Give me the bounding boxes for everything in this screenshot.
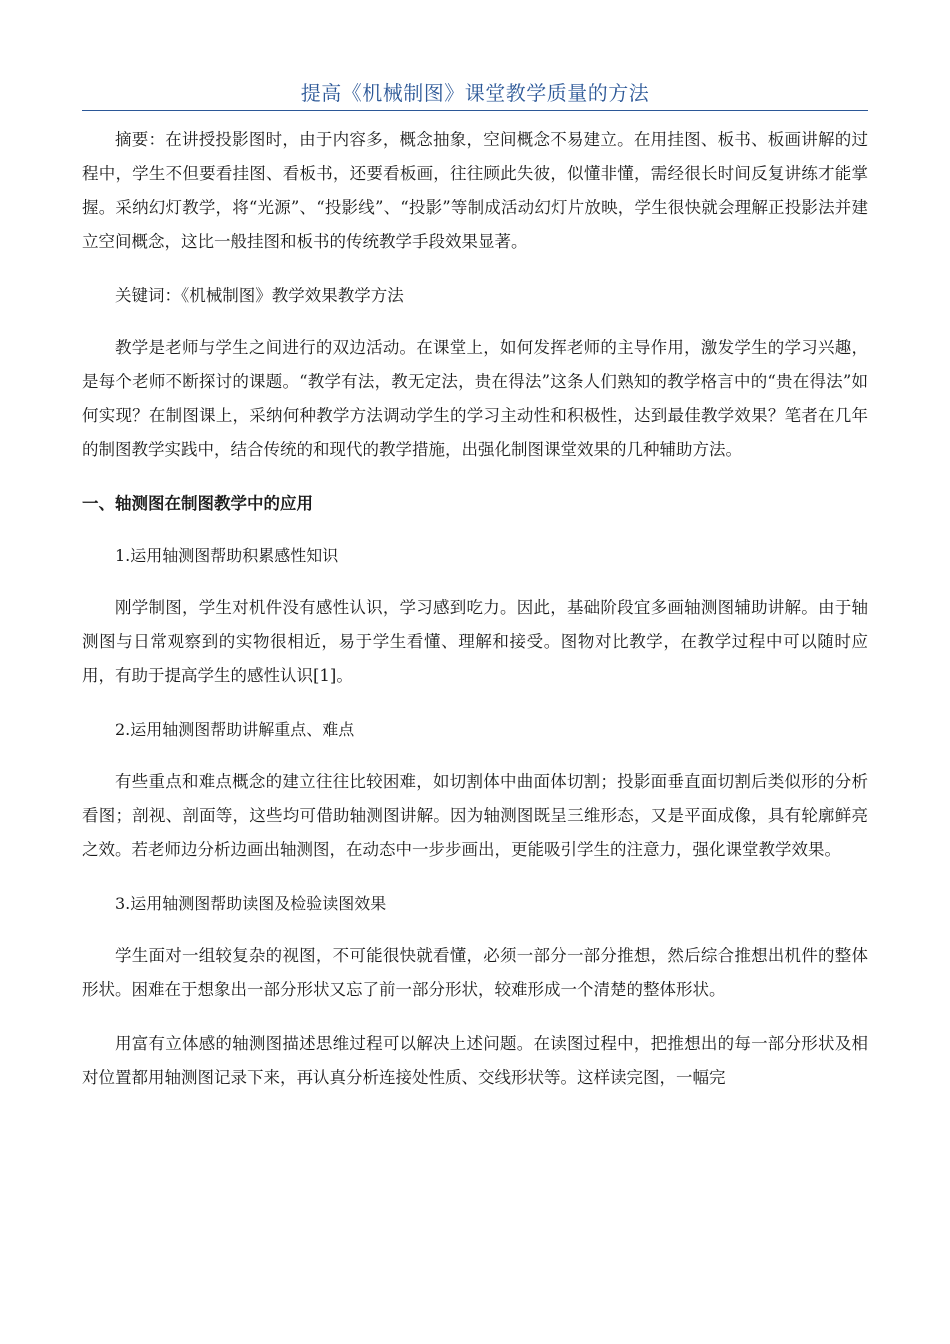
subsection-title-1: 1.运用轴测图帮助积累感性知识 xyxy=(115,546,339,565)
document-page xyxy=(82,76,868,1115)
intro-paragraph: 教学是老师与学生之间进行的双边活动。在课堂上，如何发挥老师的主导作用，激发学生的学习兴趣，是每个老师不断探讨的课题。“教学有法，教无定法，贵在得法”这条人们熟知的教学格言中的“贵在得法”如何实现？在制图课上，采纳何种教学方法调动学生的学习主动性和积极性，达到最佳教学效果？笔者在几年的制图教学实践中，结合传统的和现代的教学措施，出强化制图课堂效果的几种辅助方法。 xyxy=(82,338,868,459)
abstract-paragraph: 摘要：在讲授投影图时，由于内容多，概念抽象，空间概念不易建立。在用挂图、板书、板画讲解的过程中，学生不但要看挂图、看板书，还要看板画，往往顾此失彼，似懂非懂，需经很长时间反复讲练才能掌握。采纳幻灯教学，将“光源”、“投影线”、“投影”等制成活动幻灯片放映，学生很快就会理解正投影法并建立空间概念，这比一般挂图和板书的传统教学手段效果显著。 xyxy=(82,130,868,251)
keywords-paragraph: 关键词：《机械制图》教学效果教学方法 xyxy=(115,286,404,305)
subsection-paragraph-3a: 学生面对一组较复杂的视图，不可能很快就看懂，必须一部分一部分推想，然后综合推想出机件的整体形状。困难在于想象出一部分形状又忘了前一部分形状，较难形成一个清楚的整体形状。 xyxy=(82,946,868,999)
subsection-title-2: 2.运用轴测图帮助讲解重点、难点 xyxy=(115,720,355,739)
section-heading: 一、轴测图在制图教学中的应用 xyxy=(82,494,313,513)
subsection-paragraph-3b: 用富有立体感的轴测图描述思维过程可以解决上述问题。在读图过程中，把推想出的每一部分形状及相对位置都用轴测图记录下来，再认真分析连接处性质、交线形状等。这样读完图，一幅完 xyxy=(82,1034,868,1087)
subsection-title-3: 3.运用轴测图帮助读图及检验读图效果 xyxy=(115,894,387,913)
document-title: 提高《机械制图》课堂教学质量的方法 xyxy=(82,76,868,111)
subsection-paragraph-2: 有些重点和难点概念的建立往往比较困难，如切割体中曲面体切割；投影面垂直面切割后类似形的分析看图；剖视、剖面等，这些均可借助轴测图讲解。因为轴测图既呈三维形态，又是平面成像，具有轮廓鲜亮之效。若老师边分析边画出轴测图，在动态中一步步画出，更能吸引学生的注意力，强化课堂教学效果。 xyxy=(82,772,868,859)
subsection-paragraph-1: 刚学制图，学生对机件没有感性认识，学习感到吃力。因此，基础阶段宜多画轴测图辅助讲解。由于轴测图与日常观察到的实物很相近，易于学生看懂、理解和接受。图物对比教学，在教学过程中可以随时应用，有助于提高学生的感性认识[1]。 xyxy=(82,598,868,685)
